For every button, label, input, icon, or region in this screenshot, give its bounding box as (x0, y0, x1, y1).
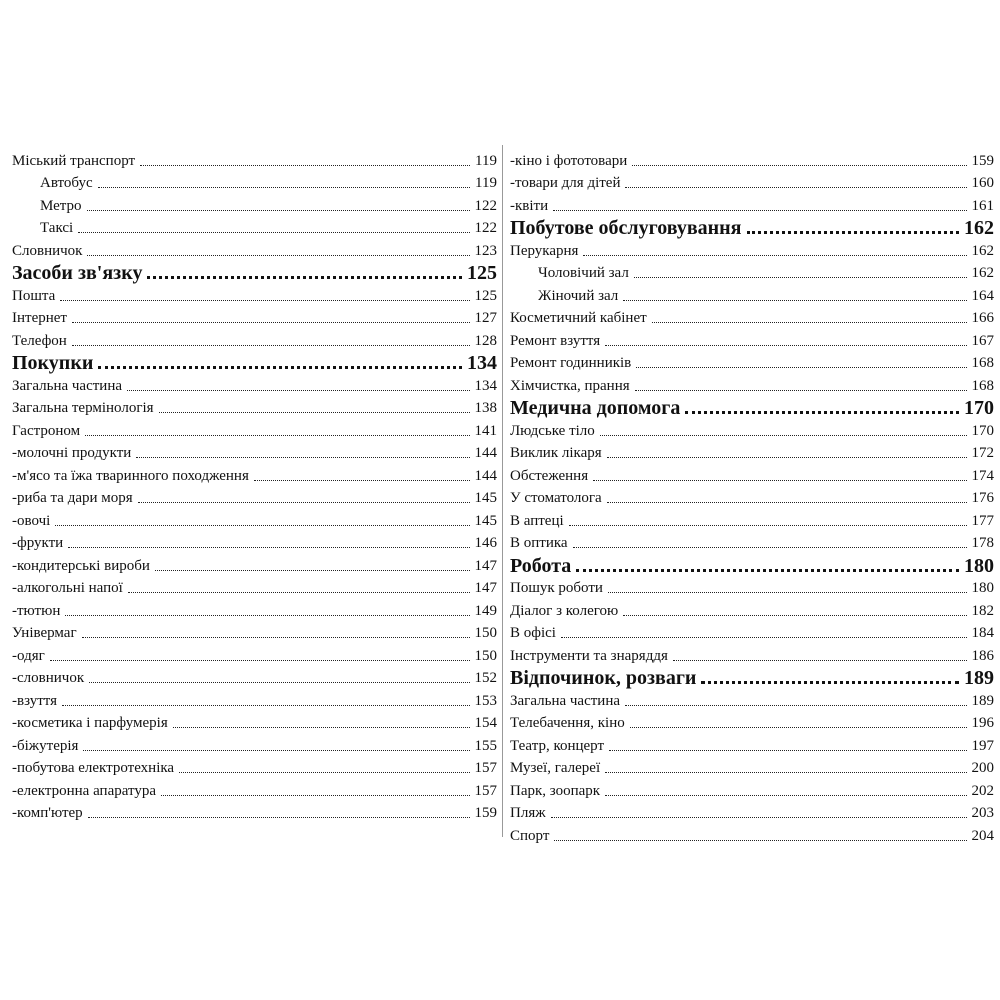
toc-entry (12, 666, 497, 689)
toc-entry-label: Діалог з колегою (510, 602, 619, 619)
toc-entry-page-number: 176 (971, 490, 994, 506)
toc-entry-page-number: 200 (971, 760, 994, 776)
toc-entry-page-number: 172 (971, 445, 994, 461)
toc-entry (12, 598, 497, 621)
toc-section-heading (510, 216, 994, 239)
toc-entry-label: -овочі (12, 512, 51, 529)
dot-leader (136, 457, 469, 458)
dot-leader (50, 660, 470, 661)
toc-entry-label: -кіно і фототовари (510, 152, 628, 169)
dot-leader (179, 772, 469, 773)
toc-entry-label: Засоби зв'язку (12, 262, 143, 284)
toc-entry-label: Телефон (12, 332, 67, 349)
toc-entry-label: -одяг (12, 647, 45, 664)
dot-leader (608, 592, 967, 593)
toc-entry-page-number: 177 (971, 512, 994, 529)
toc-entry-page-number: 138 (474, 400, 497, 416)
dot-leader (161, 795, 469, 796)
toc-entry (12, 238, 497, 261)
toc-entry-page-number: 202 (971, 782, 994, 799)
dot-leader (636, 367, 966, 368)
toc-entry-label: -кондитерські вироби (12, 557, 150, 574)
toc-entry (510, 576, 994, 599)
toc-entry (12, 441, 497, 464)
toc-entry-page-number: 184 (971, 625, 994, 641)
toc-section-heading (510, 396, 994, 419)
toc-entry-label: -біжутерія (12, 737, 79, 754)
dot-leader (68, 547, 469, 548)
toc-entry-page-number: 180 (971, 580, 994, 596)
toc-entry-label: -алкогольні напої (12, 580, 123, 596)
toc-right-column (510, 148, 994, 846)
toc-entry-label: В аптеці (510, 512, 564, 529)
toc-entry-page-number: 153 (474, 692, 497, 709)
toc-entry-page-number: 119 (475, 175, 497, 191)
toc-entry (12, 418, 497, 441)
dot-leader (88, 817, 470, 818)
toc-entry-label: Перукарня (510, 242, 579, 259)
toc-entry-label: Чоловічий зал (538, 265, 629, 281)
toc-entry-page-number: 189 (971, 692, 994, 709)
dot-leader (573, 547, 967, 548)
dot-leader (605, 345, 966, 346)
toc-entry (12, 711, 497, 734)
toc-entry (12, 171, 497, 194)
toc-entry-page-number: 168 (971, 355, 994, 371)
toc-entry (510, 756, 994, 779)
toc-entry-label: Людське тіло (510, 422, 595, 439)
dot-leader (553, 210, 966, 211)
toc-entry-label: -побутова електротехніка (12, 760, 175, 776)
toc-entry-label: -комп'ютер (12, 805, 83, 821)
toc-entry-page-number: 159 (971, 152, 994, 169)
toc-entry-label: Словничок (12, 242, 83, 259)
toc-entry-page-number: 182 (971, 602, 994, 619)
toc-entry (12, 553, 497, 576)
toc-entry-page-number: 178 (971, 535, 994, 551)
toc-entry (510, 508, 994, 531)
dot-leader (85, 435, 469, 436)
toc-entry-label: -взуття (12, 692, 57, 709)
dot-leader (65, 615, 469, 616)
dot-leader (60, 300, 469, 301)
toc-entry-page-number: 147 (474, 557, 497, 574)
toc-entry (12, 328, 497, 351)
toc-entry (12, 193, 497, 216)
toc-section-heading (12, 261, 497, 284)
dot-leader (576, 569, 959, 572)
dot-leader (155, 570, 470, 571)
toc-entry-label: У стоматолога (510, 490, 602, 506)
dot-leader (600, 435, 967, 436)
toc-entry (12, 306, 497, 329)
dot-leader (147, 276, 462, 279)
toc-entry-page-number: 197 (971, 737, 994, 754)
toc-entry-page-number: 146 (474, 535, 497, 551)
toc-entry (12, 621, 497, 644)
toc-entry-page-number: 162 (964, 217, 994, 239)
toc-entry-page-number: 127 (474, 310, 497, 326)
dot-leader (173, 727, 470, 728)
dot-leader (685, 411, 959, 414)
toc-entry (12, 643, 497, 666)
toc-entry-label: Побутове обслуговування (510, 217, 742, 239)
toc-entry (12, 283, 497, 306)
dot-leader (583, 255, 966, 256)
toc-entry (510, 373, 994, 396)
toc-entry (510, 306, 994, 329)
toc-entry-page-number: 203 (971, 805, 994, 821)
toc-entry-page-number: 170 (964, 397, 994, 419)
toc-entry-page-number: 168 (971, 377, 994, 394)
toc-entry-label: Міський транспорт (12, 152, 136, 169)
toc-entry (510, 621, 994, 644)
dot-leader (625, 187, 966, 188)
dot-leader (605, 795, 966, 796)
toc-entry-label: -молочні продукти (12, 445, 132, 461)
toc-entry (510, 778, 994, 801)
dot-leader (623, 300, 966, 301)
toc-entry-page-number: 125 (467, 262, 497, 284)
toc-entry (12, 756, 497, 779)
toc-section-heading (12, 351, 497, 374)
dot-leader (254, 480, 470, 481)
toc-entry-label: -м'ясо та їжа тваринного походження (12, 467, 249, 484)
toc-entry-page-number: 189 (964, 667, 994, 689)
toc-entry-page-number: 174 (971, 467, 994, 484)
dot-leader (747, 231, 959, 234)
toc-entry (510, 441, 994, 464)
toc-entry-label: Автобус (40, 175, 93, 191)
toc-entry-page-number: 180 (964, 554, 994, 577)
toc-entry-page-number: 134 (467, 352, 497, 374)
dot-leader (140, 165, 470, 166)
toc-entry (510, 171, 994, 194)
toc-entry-label: Відпочинок, розваги (510, 667, 697, 689)
toc-entry-page-number: 147 (474, 580, 497, 596)
toc-entry (510, 823, 994, 846)
toc-entry-page-number: 141 (474, 422, 497, 439)
dot-leader (138, 502, 470, 503)
toc-entry-page-number: 159 (474, 805, 497, 821)
dot-leader (62, 705, 470, 706)
toc-entry (510, 261, 994, 284)
toc-entry-page-number: 150 (474, 647, 497, 664)
dot-leader (609, 750, 966, 751)
dot-leader (72, 322, 470, 323)
toc-entry (510, 328, 994, 351)
toc-entry-label: -електронна апаратура (12, 782, 157, 799)
dot-leader (593, 480, 966, 481)
dot-leader (607, 502, 967, 503)
toc-entry-label: Гастроном (12, 422, 81, 439)
toc-entry-label: Інтернет (12, 310, 67, 326)
toc-entry (12, 216, 497, 239)
dot-leader (625, 705, 966, 706)
toc-entry-page-number: 204 (971, 827, 994, 844)
toc-entry (12, 373, 497, 396)
toc-entry-page-number: 167 (971, 332, 994, 349)
dot-leader (632, 165, 966, 166)
toc-entry-page-number: 152 (474, 670, 497, 686)
toc-entry (510, 351, 994, 374)
toc-entry (510, 486, 994, 509)
toc-entry-page-number: 123 (474, 242, 497, 259)
dot-leader (607, 457, 967, 458)
toc-entry (510, 733, 994, 756)
toc-entry-label: Пошук роботи (510, 580, 603, 596)
toc-entry-page-number: 170 (971, 422, 994, 439)
dot-leader (127, 390, 469, 391)
toc-entry (12, 148, 497, 171)
toc-entry-label: Обстеження (510, 467, 589, 484)
toc-entry-label: -тютюн (12, 602, 61, 619)
toc-entry-page-number: 166 (971, 310, 994, 326)
toc-entry-label: -квіти (510, 197, 549, 214)
toc-entry-page-number: 150 (474, 625, 497, 641)
toc-entry-label: -фрукти (12, 535, 64, 551)
toc-entry-page-number: 155 (474, 737, 497, 754)
toc-entry-page-number: 145 (474, 490, 497, 506)
toc-entry-label: Загальна частина (510, 692, 621, 709)
toc-entry (12, 531, 497, 554)
toc-entry (12, 778, 497, 801)
dot-leader (159, 412, 470, 413)
dot-leader (83, 750, 469, 751)
toc-entry (510, 688, 994, 711)
toc-entry (12, 576, 497, 599)
toc-entry (12, 486, 497, 509)
toc-entry (12, 396, 497, 419)
toc-entry-page-number: 119 (475, 152, 497, 169)
dot-leader (128, 592, 470, 593)
dot-leader (623, 615, 966, 616)
dot-leader (78, 232, 469, 233)
dot-leader (72, 345, 470, 346)
toc-entry (510, 711, 994, 734)
dot-leader (630, 727, 967, 728)
toc-entry (510, 531, 994, 554)
toc-entry (12, 508, 497, 531)
dot-leader (652, 322, 967, 323)
toc-entry-label: Робота (510, 554, 572, 577)
toc-entry (510, 148, 994, 171)
toc-entry (510, 801, 994, 824)
toc-entry-page-number: 160 (971, 175, 994, 191)
toc-entry-label: Метро (40, 197, 82, 214)
dot-leader (605, 772, 966, 773)
dot-leader (701, 681, 959, 684)
dot-leader (98, 366, 462, 369)
toc-entry (510, 418, 994, 441)
toc-entry-page-number: 128 (474, 332, 497, 349)
toc-entry-page-number: 196 (971, 715, 994, 731)
toc-entry-label: Загальна частина (12, 377, 123, 394)
toc-entry-label: В офісі (510, 625, 556, 641)
dot-leader (89, 682, 469, 683)
dot-leader (554, 840, 966, 841)
toc-entry-label: Парк, зоопарк (510, 782, 601, 799)
toc-entry-label: -товари для дітей (510, 175, 621, 191)
toc-entry (510, 193, 994, 216)
toc-entry (12, 463, 497, 486)
toc-entry-page-number: 122 (474, 197, 497, 214)
toc-entry (12, 733, 497, 756)
toc-entry-label: -словничок (12, 670, 85, 686)
toc-entry-page-number: 162 (971, 242, 994, 259)
toc-entry-label: Загальна термінологія (12, 400, 154, 416)
dot-leader (569, 525, 967, 526)
dot-leader (87, 210, 470, 211)
toc-entry-label: Пляж (510, 805, 546, 821)
toc-entry-label: Покупки (12, 352, 94, 374)
toc-entry-page-number: 161 (971, 197, 994, 214)
dot-leader (551, 817, 967, 818)
toc-entry-label: Телебачення, кіно (510, 715, 625, 731)
toc-entry-label: Універмаг (12, 625, 77, 641)
toc-section-heading (510, 666, 994, 689)
dot-leader (55, 525, 469, 526)
dot-leader (82, 637, 470, 638)
toc-entry-page-number: 125 (474, 287, 497, 304)
toc-entry-page-number: 134 (474, 377, 497, 394)
toc-entry (510, 598, 994, 621)
toc-entry-page-number: 154 (474, 715, 497, 731)
toc-entry-page-number: 157 (474, 760, 497, 776)
toc-entry-page-number: 145 (474, 512, 497, 529)
toc-entry-page-number: 144 (474, 467, 497, 484)
toc-entry (510, 643, 994, 666)
toc-entry-page-number: 122 (474, 220, 497, 236)
column-divider (502, 145, 503, 837)
toc-entry-page-number: 157 (474, 782, 497, 799)
toc-entry-label: -риба та дари моря (12, 490, 133, 506)
toc-entry (510, 238, 994, 261)
toc-entry-label: Жіночий зал (538, 287, 619, 304)
toc-entry-label: Медична допомога (510, 397, 681, 419)
toc-entry-page-number: 149 (474, 602, 497, 619)
toc-entry-label: Спорт (510, 827, 550, 844)
toc-entry (12, 688, 497, 711)
toc-entry (510, 283, 994, 306)
dot-leader (635, 390, 967, 391)
toc-entry-label: Виклик лікаря (510, 445, 602, 461)
toc-entry-label: Пошта (12, 287, 56, 304)
dot-leader (98, 187, 470, 188)
toc-section-heading (510, 553, 994, 576)
toc-entry-label: Хімчистка, прання (510, 377, 630, 394)
dot-leader (634, 277, 967, 278)
toc-entry-label: Ремонт годинників (510, 355, 632, 371)
toc-entry-label: Інструменти та знаряддя (510, 647, 668, 664)
toc-entry-label: Театр, концерт (510, 737, 605, 754)
toc-left-column (12, 148, 497, 823)
dot-leader (561, 637, 967, 638)
toc-entry-label: Косметичний кабінет (510, 310, 647, 326)
toc-entry-label: Музеї, галереї (510, 760, 601, 776)
toc-entry-label: Таксі (40, 220, 74, 236)
dot-leader (87, 255, 469, 256)
toc-entry (12, 801, 497, 824)
toc-entry-label: -косметика і парфумерія (12, 715, 168, 731)
toc-entry (510, 463, 994, 486)
toc-entry-page-number: 164 (971, 287, 994, 304)
dot-leader (673, 660, 967, 661)
toc-entry-page-number: 144 (474, 445, 497, 461)
toc-entry-label: В оптика (510, 535, 568, 551)
toc-entry-page-number: 186 (971, 647, 994, 664)
toc-entry-label: Ремонт взуття (510, 332, 601, 349)
toc-entry-page-number: 162 (971, 265, 994, 281)
